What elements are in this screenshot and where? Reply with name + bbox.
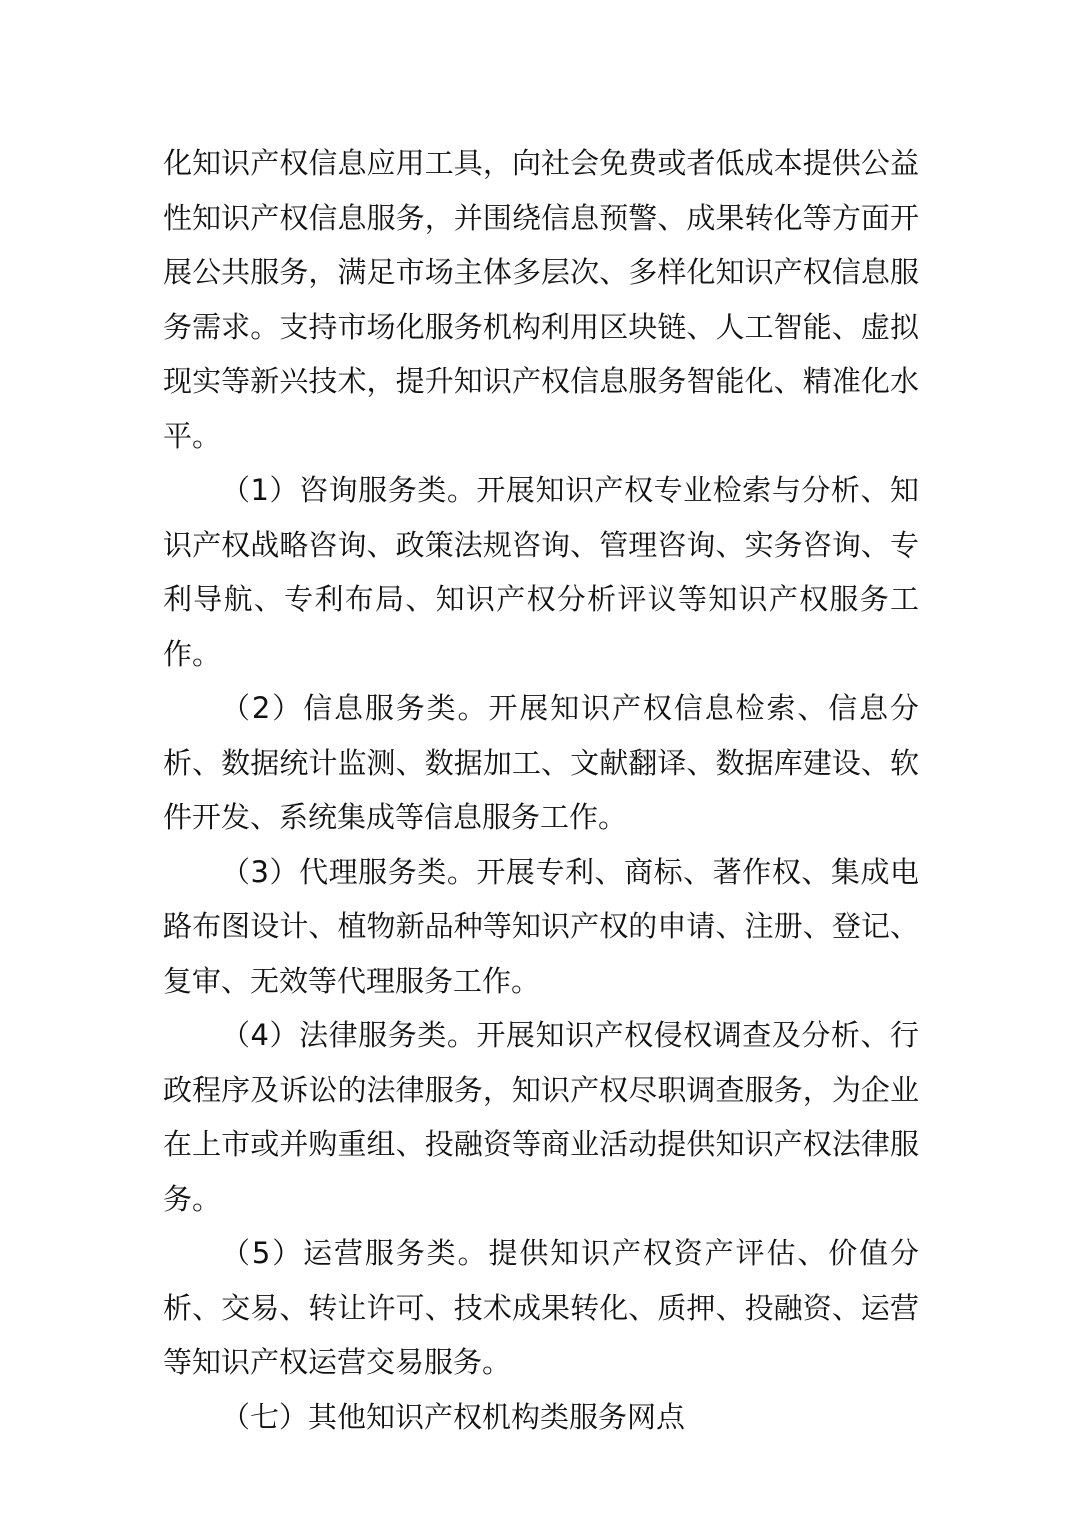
item-information-services: （2）信息服务类。开展知识产权信息检索、信息分析、数据统计监测、数据加工、文献翻译、数据库建设、软件开发、系统集成等信息服务工作。 [163,691,919,834]
item-consulting-services: （1）咨询服务类。开展知识产权专业检索与分析、知识产权战略咨询、政策法规咨询、管理咨询、实务咨询、专利导航、专利布局、知识产权分析评议等知识产权服务工作。 [163,473,919,671]
item-legal-services: （4）法律服务类。开展知识产权侵权调查及分析、行政程序及诉讼的法律服务，知识产权尽职调查服务，为企业在上市或并购重组、投融资等商业活动提供知识产权法律服务。 [163,1018,919,1216]
document-body [163,136,919,1444]
item-agency-services: （3）代理服务类。开展专利、商标、著作权、集成电路布图设计、植物新品种等知识产权的申请、注册、登记、复审、无效等代理服务工作。 [163,854,919,998]
section-heading: （七）其他知识产权机构类服务网点 [221,1399,686,1434]
intro-paragraph: 化知识产权信息应用工具，向社会免费或者低成本提供公益性知识产权信息服务，并围绕信息预警、成果转化等方面开展公共服务，满足市场主体多层次、多样化知识产权信息服务需求。支持市场化服务机构利用区块链、人工智能、虚拟现实等新兴技术，提升知识产权信息服务智能化、精准化水平。 [163,146,919,453]
item-operation-services: （5）运营服务类。提供知识产权资产评估、价值分析、交易、转让许可、技术成果转化、质押、投融资、运营等知识产权运营交易服务。 [163,1236,919,1379]
